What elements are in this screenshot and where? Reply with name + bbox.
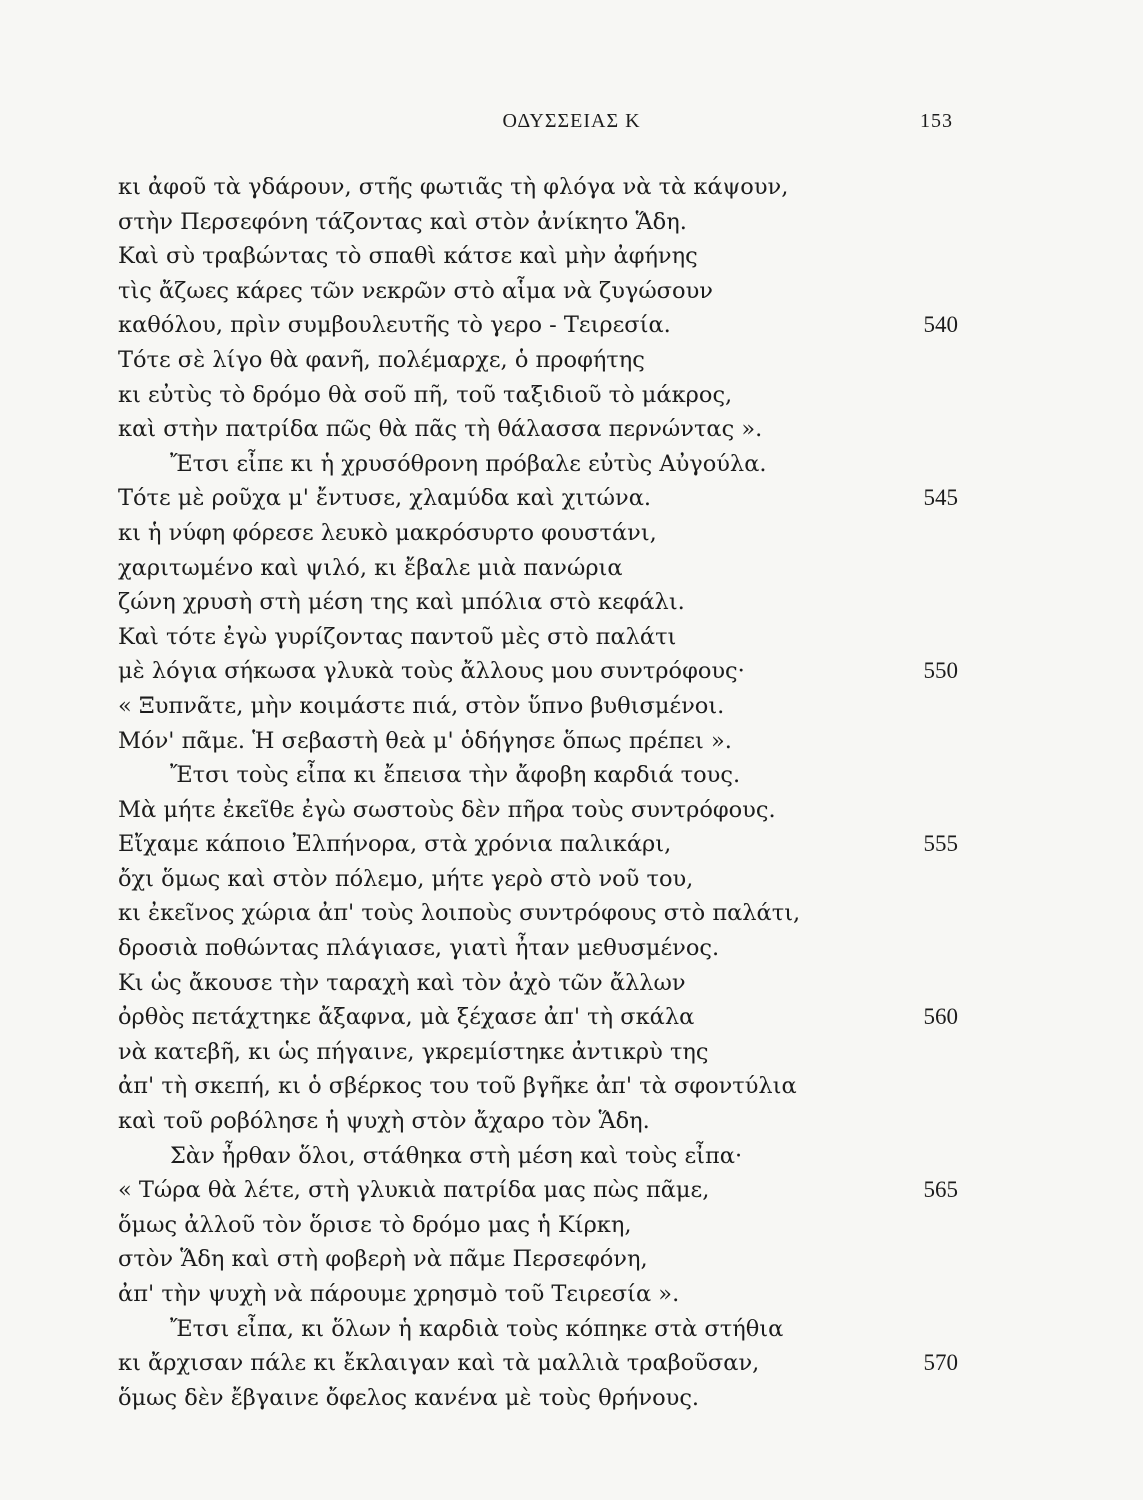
verse-text: Καὶ τότε ἐγὼ γυρίζοντας παντοῦ μὲς στὸ παλάτι	[118, 623, 677, 650]
verse-line	[118, 1139, 978, 1174]
verse-line	[118, 239, 978, 274]
line-number: 550	[923, 658, 958, 684]
verse-text: Μὰ μήτε ἐκεῖθε ἐγὼ σωστοὺς δὲν πῆρα τοὺς συντρόφους.	[118, 796, 776, 823]
verse-line	[118, 689, 978, 724]
verse-line	[118, 1069, 978, 1104]
verse-line	[118, 966, 978, 1001]
verse-text: Σὰν ἦρθαν ὅλοι, στάθηκα στὴ μέση καὶ τοὺς εἶπα·	[170, 1142, 743, 1169]
verse-text: Ἔτσι εἶπε κι ἡ χρυσόθρονη πρόβαλε εὐτὺς Αὐγούλα.	[170, 450, 767, 477]
verse-text: κι ἄρχισαν πάλε κι ἔκλαιγαν καὶ τὰ μαλλιὰ τραβοῦσαν,	[118, 1350, 760, 1377]
verse-text: τὶς ἄζωες κάρες τῶν νεκρῶν στὸ αἷμα νὰ ζυγώσουν	[118, 277, 713, 304]
verse-line	[118, 654, 978, 689]
verse-line	[118, 1104, 978, 1139]
verse-text: « Τώρα θὰ λέτε, στὴ γλυκιὰ πατρίδα μας πὼς πᾶμε,	[118, 1177, 710, 1204]
verse-line	[118, 343, 978, 378]
verse-text: καθόλου, πρὶν συμβουλευτῆς τὸ γερο - Τειρεσία.	[118, 312, 671, 339]
verse-line	[118, 378, 978, 413]
verse-line	[118, 274, 978, 309]
verse-text: στὴν Περσεφόνη τάζοντας καὶ στὸν ἀνίκητο Ἅδη.	[118, 208, 687, 235]
verse-line	[118, 620, 978, 655]
verse-text: καὶ τοῦ ροβόλησε ἡ ψυχὴ στὸν ἄχαρο τὸν Ἅδη.	[118, 1108, 650, 1135]
line-number: 560	[923, 1004, 958, 1030]
verse-text: Τότε μὲ ροῦχα μ' ἔντυσε, χλαμύδα καὶ χιτώνα.	[118, 485, 652, 512]
verse-line	[118, 862, 978, 897]
verse-line	[118, 1277, 978, 1312]
poem-text	[118, 170, 978, 1415]
verse-line	[118, 793, 978, 828]
verse-line	[118, 585, 978, 620]
verse-line	[118, 1242, 978, 1277]
line-number: 570	[923, 1350, 958, 1376]
verse-line	[118, 931, 978, 966]
verse-line	[118, 1035, 978, 1070]
verse-text: Ἔτσι εἶπα, κι ὅλων ἡ καρδιὰ τοὺς κόπηκε στὰ στήθια	[170, 1315, 784, 1342]
verse-text: μὲ λόγια σήκωσα γλυκὰ τοὺς ἄλλους μου συντρόφους·	[118, 658, 745, 685]
verse-text: ζώνη χρυσὴ στὴ μέση της καὶ μπόλια στὸ κεφάλι.	[118, 589, 685, 616]
verse-line	[118, 1208, 978, 1243]
verse-text: δροσιὰ ποθώντας πλάγιασε, γιατὶ ἦταν μεθυσμένος.	[118, 935, 720, 962]
verse-line	[118, 896, 978, 931]
line-number: 555	[923, 831, 958, 857]
verse-text: κι ἐκεῖνος χώρια ἀπ' τοὺς λοιποὺς συντρόφους στὸ παλάτι,	[118, 900, 801, 927]
page-header	[0, 110, 1143, 140]
verse-text: στὸν Ἅδη καὶ στὴ φοβερὴ νὰ πᾶμε Περσεφόνη,	[118, 1246, 648, 1273]
verse-line	[118, 1173, 978, 1208]
verse-text: Κι ὡς ἄκουσε τὴν ταραχὴ καὶ τὸν ἀχὸ τῶν ἄλλων	[118, 969, 686, 996]
verse-text: ὅμως δὲν ἔβγαινε ὄφελος κανένα μὲ τοὺς θρήνους.	[118, 1384, 700, 1411]
line-number: 540	[923, 312, 958, 338]
verse-line	[118, 481, 978, 516]
verse-line	[118, 827, 978, 862]
verse-line	[118, 447, 978, 482]
verse-line	[118, 308, 978, 343]
verse-text: κι εὐτὺς τὸ δρόμο θὰ σοῦ πῆ, τοῦ ταξιδιοῦ τὸ μάκρος,	[118, 381, 733, 408]
page-number: 153	[920, 110, 953, 132]
verse-line	[118, 170, 978, 205]
verse-text: νὰ κατεβῆ, κι ὡς πήγαινε, γκρεμίστηκε ἀντικρὺ της	[118, 1038, 709, 1065]
line-number: 565	[923, 1177, 958, 1203]
verse-text: Εἴχαμε κάποιο Ἐλπήνορα, στὰ χρόνια παλικάρι,	[118, 831, 672, 858]
verse-text: ὀρθὸς πετάχτηκε ἄξαφνα, μὰ ξέχασε ἀπ' τὴ σκάλα	[118, 1004, 695, 1031]
verse-text: Ἔτσι τοὺς εἶπα κι ἔπεισα τὴν ἄφοβη καρδιά τους.	[170, 762, 741, 789]
verse-line	[118, 412, 978, 447]
verse-line	[118, 516, 978, 551]
verse-text: Καὶ σὺ τραβώντας τὸ σπαθὶ κάτσε καὶ μὴν ἀφήνης	[118, 243, 698, 270]
verse-line	[118, 551, 978, 586]
verse-text: ἀπ' τὴν ψυχὴ νὰ πάρουμε χρησμὸ τοῦ Τειρεσία ».	[118, 1281, 680, 1307]
verse-line	[118, 1312, 978, 1347]
verse-text: Μόν' πᾶμε. Ἡ σεβαστὴ θεὰ μ' ὁδήγησε ὅπως πρέπει ».	[118, 727, 732, 754]
verse-text: κι ἀφοῦ τὰ γδάρουν, στῆς φωτιᾶς τὴ φλόγα νὰ τὰ κάψουν,	[118, 174, 789, 200]
verse-text: κι ἡ νύφη φόρεσε λευκὸ μακρόσυρτο φουστάνι,	[118, 519, 657, 546]
verse-line	[118, 1000, 978, 1035]
verse-line	[118, 724, 978, 759]
verse-line	[118, 758, 978, 793]
verse-line	[118, 1346, 978, 1381]
verse-text: ὄχι ὅμως καὶ στὸν πόλεμο, μήτε γερὸ στὸ νοῦ του,	[118, 865, 694, 892]
verse-line	[118, 1381, 978, 1416]
verse-text: καὶ στὴν πατρίδα πῶς θὰ πᾶς τὴ θάλασσα περνώντας ».	[118, 416, 763, 443]
verse-text: χαριτωμένο καὶ ψιλό, κι ἔβαλε μιὰ πανώρια	[118, 554, 623, 581]
verse-text: ὅμως ἀλλοῦ τὸν ὅρισε τὸ δρόμο μας ἡ Κίρκη,	[118, 1211, 632, 1238]
verse-line	[118, 205, 978, 240]
line-number: 545	[923, 485, 958, 511]
verse-text: ἀπ' τὴ σκεπή, κι ὁ σβέρκος του τοῦ βγῆκε ἀπ' τὰ σφοντύλια	[118, 1073, 797, 1100]
running-title: ΟΔΥΣΣΕΙΑΣ Κ	[502, 110, 641, 132]
verse-text: « Ξυπνᾶτε, μὴν κοιμάστε πιά, στὸν ὕπνο βυθισμένοι.	[118, 692, 725, 719]
verse-text: Τότε σὲ λίγο θὰ φανῆ, πολέμαρχε, ὁ προφήτης	[118, 346, 645, 373]
